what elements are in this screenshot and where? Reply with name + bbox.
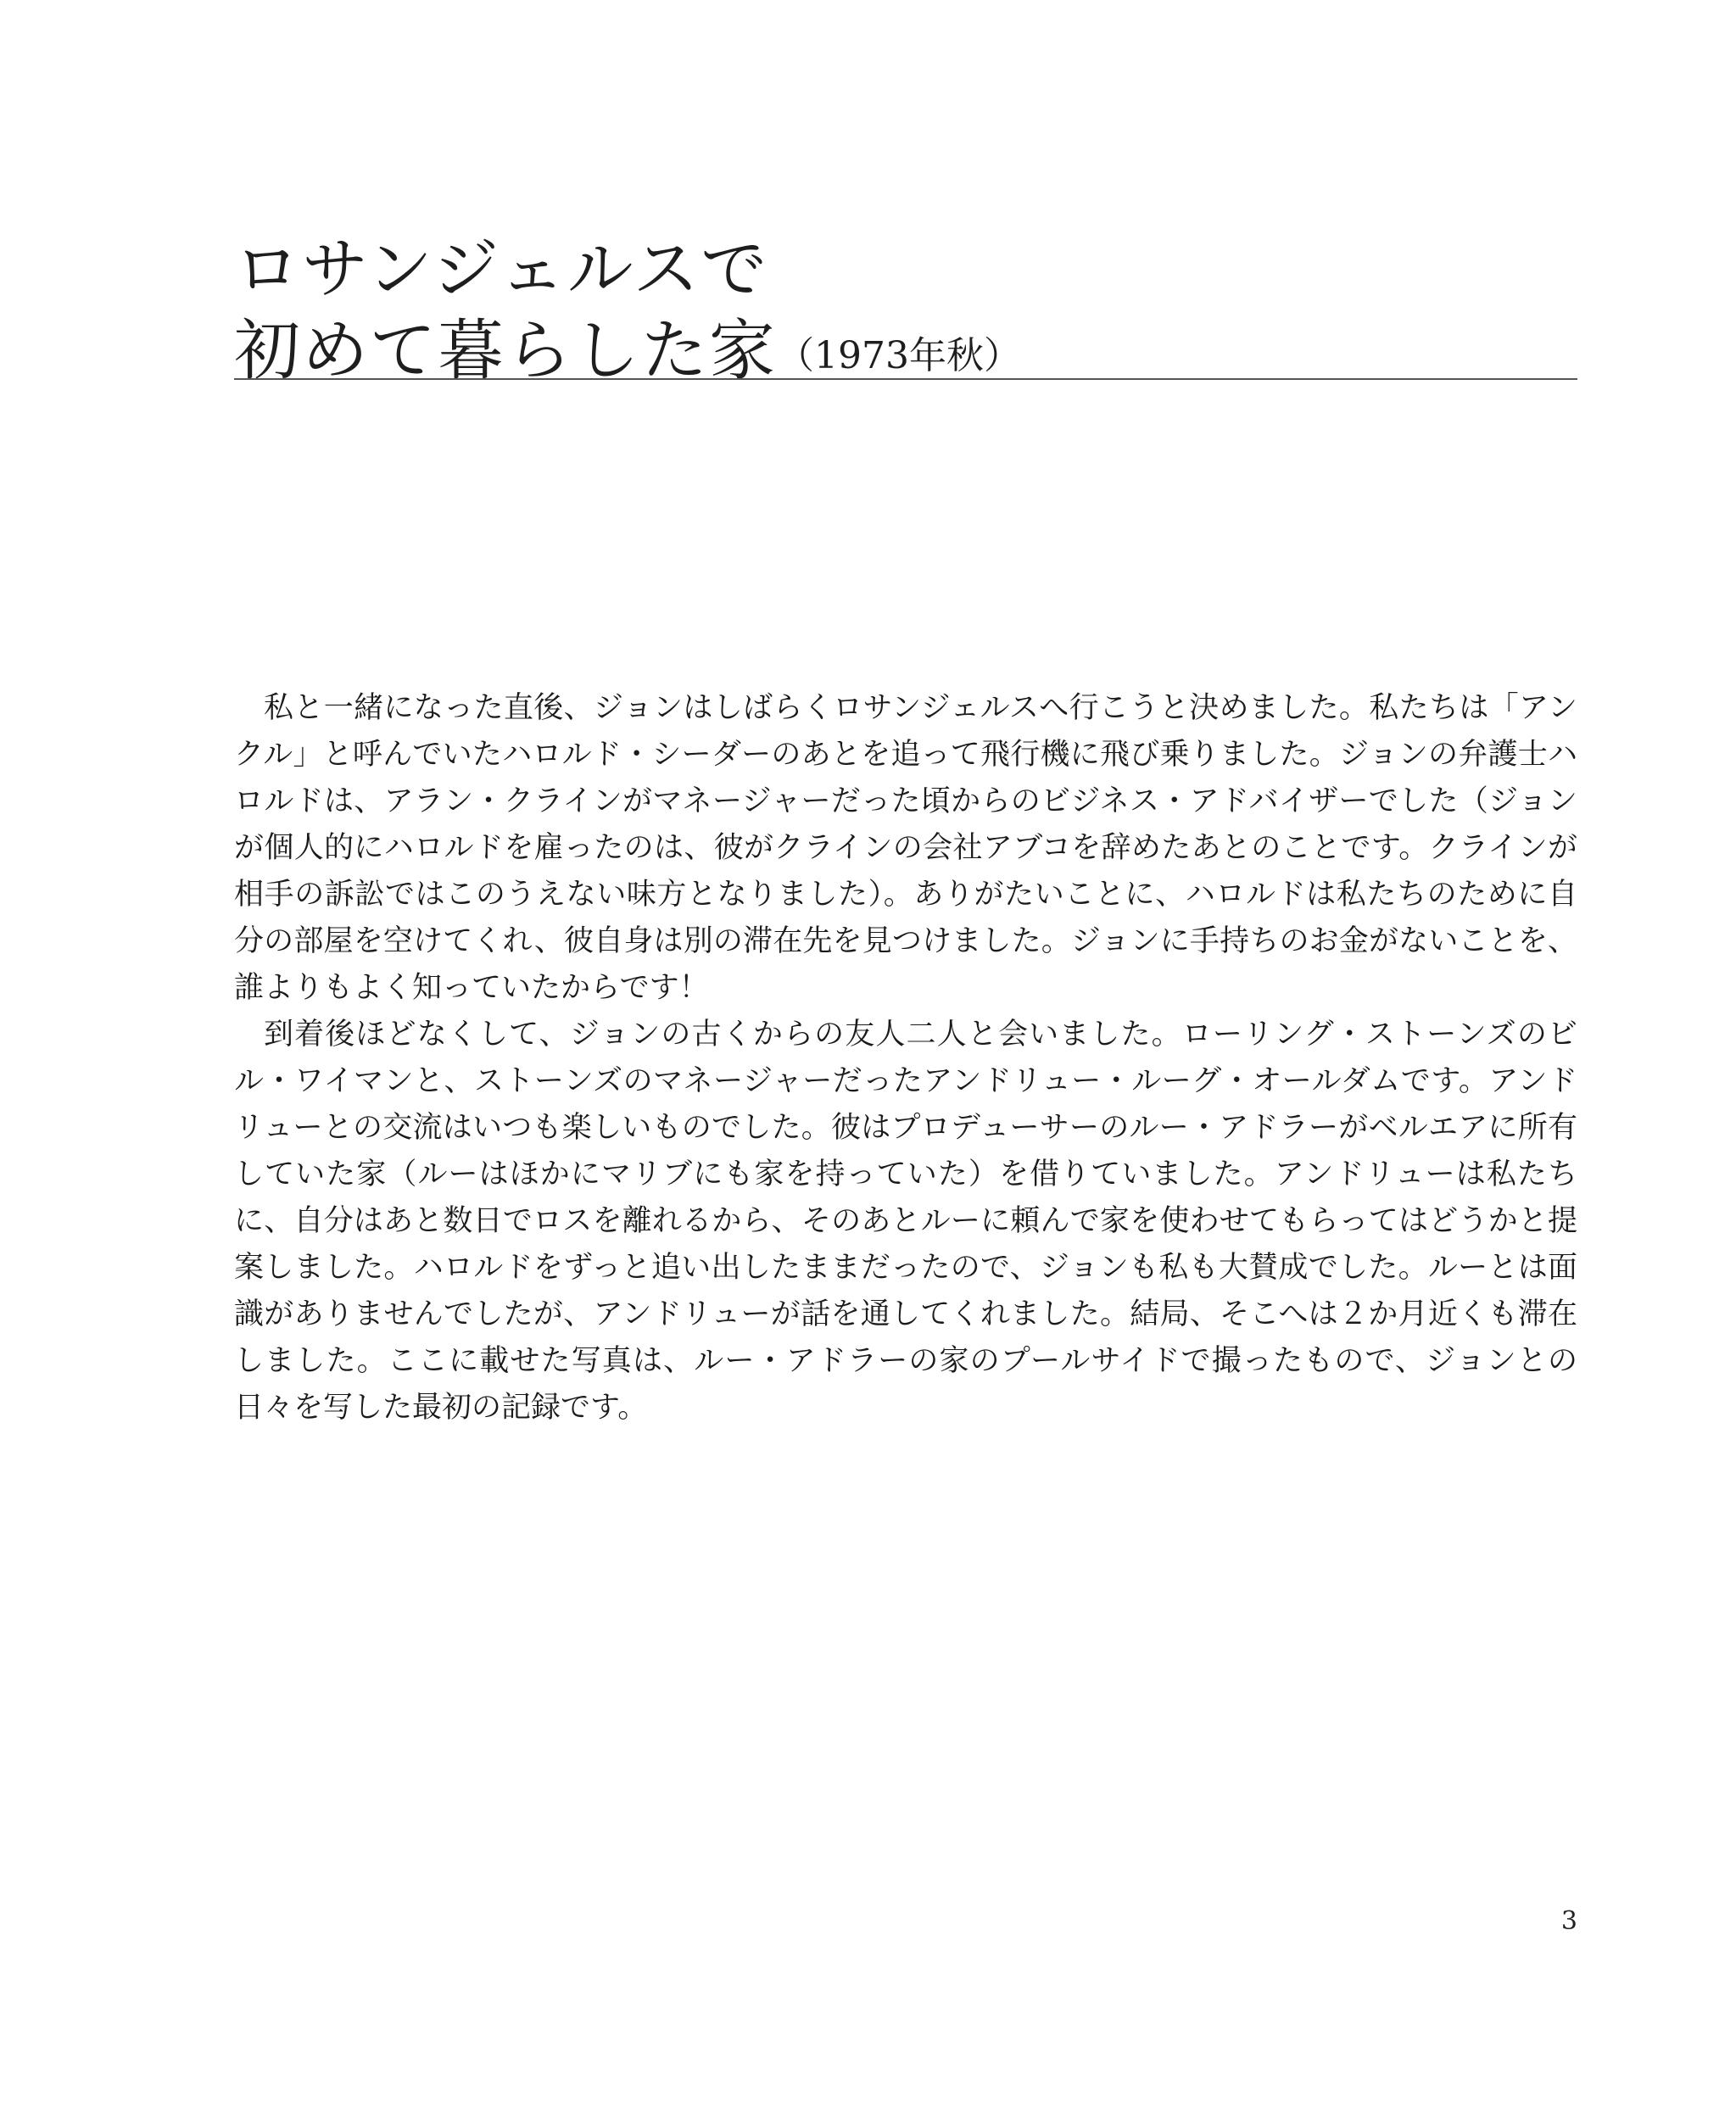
page-number: 3 [1560,1906,1577,1936]
heading-divider [234,378,1577,380]
paragraph-1: 私と一緒になった直後、ジョンはしばらくロサンジェルスへ行こうと決めました。私たちは「アンクル」と呼んでいたハロルド・シーダーのあとを追って飛行機に飛び乗りました。ジョンの弁護士ハロルドは、アラン・クラインがマネージャーだった頃からのビジネス・アドバイザーでした（ジョンが個人的にハロルドを雇ったのは、彼がクラインの会社アブコを辞めたあとのことです。クラインが相手の訴訟ではこのうえない味方となりました）。ありがたいことに、ハロルドは私たちのために自分の部屋を空けてくれ、彼自身は別の滞在先を見つけました。ジョンに手持ちのお金がないことを、誰よりもよく知っていたからです！ [234,691,1577,1005]
paragraph-2: 到着後ほどなくして、ジョンの古くからの友人二人と会いました。ローリング・ストーンズのビル・ワイマンと、ストーンズのマネージャーだったアンドリュー・ルーグ・オールダムです。アンドリューとの交流はいつも楽しいものでした。彼はプロデューサーのルー・アドラーがベルエアに所有していた家（ルーはほかにマリブにも家を持っていた）を借りていました。アンドリューは私たちに、自分はあと数日でロスを離れるから、そのあとルーに頼んで家を使わせてもらってはどうかと提案しました。ハロルドをずっと追い出したままだったので、ジョンも私も大賛成でした。ルーとは面識がありませんでしたが、アンドリューが話を通してくれました。結局、そこへは２か月近くも滞在しました。ここに載せた写真は、ルー・アドラーの家のプールサイドで撮ったもので、ジョンとの日々を写した最初の記録です。 [234,1018,1577,1425]
heading-line-1: ロサンジェルスで [234,232,769,308]
body-text [234,685,1577,1431]
heading-line-2 [234,310,1577,397]
heading-line-2-text: 初めて暮らした家 [234,313,778,389]
heading-date: （1973年秋） [777,334,1021,377]
chapter-heading [234,229,1577,397]
